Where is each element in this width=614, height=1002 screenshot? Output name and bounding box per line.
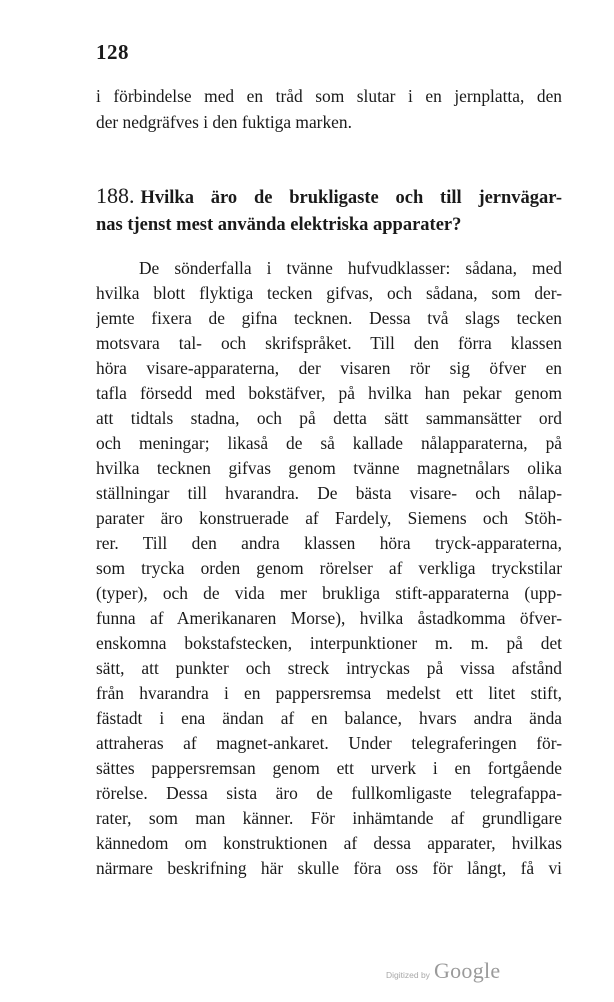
body-line: De sönderfalla i tvänne hufvudklasser: sådana, med xyxy=(139,258,562,278)
section-heading-line: nas tjenst mest använda elektriska apparater? xyxy=(96,215,462,235)
body-line: rater, som man känner. För inhämtande af grundligare xyxy=(96,808,562,828)
body-line: (typer), och de vida mer brukliga stift-apparaterna (upp- xyxy=(96,583,562,603)
digitized-watermark xyxy=(386,958,501,984)
body-line: närmare beskrifning här skulle föra oss för långt, få vi xyxy=(96,858,562,878)
body-line: parater äro konstruerade af Fardely, Siemens och Stöh- xyxy=(96,508,562,528)
body-line: jemte fixera de gifna tecknen. Dessa två slags tecken xyxy=(96,308,562,328)
page-number: 128 xyxy=(96,40,129,64)
body-line: funna af Amerikanaren Morse), hvilka åstadkomma öfver- xyxy=(96,608,562,628)
body-line: kännedom om konstruktionen af dessa apparater, hvilkas xyxy=(96,833,562,853)
body-line: sättes pappersremsan genom ett urverk i en fortgående xyxy=(96,758,562,778)
body-line: attraheras af magnet-ankaret. Under telegraferingen för- xyxy=(96,733,562,753)
section-heading-text: Hvilka äro de brukligaste och till jernvägar- xyxy=(140,188,562,208)
body-line: från hvarandra i en pappersremsa medelst ett litet stift, xyxy=(96,683,562,703)
body-line: sätt, att punkter och streck intryckas på vissa afstånd xyxy=(96,658,562,678)
body-line: och meningar; likaså de så kallade nålapparaterna, på xyxy=(96,433,562,453)
body-line: att tidtals stadna, och på detta sätt sammansätter ord xyxy=(96,408,562,428)
body-line: fästadt i ena ändan af en balance, hvars andra ända xyxy=(96,708,562,728)
body-line: tafla försedd med bokstäfver, på hvilka han pekar genom xyxy=(96,383,562,403)
body-line: hvilka tecknen gifvas genom tvänne magnetnålars olika xyxy=(96,458,562,478)
watermark-prefix: Digitized by xyxy=(386,970,430,980)
body-line: rer. Till den andra klassen höra tryck-apparaterna, xyxy=(96,533,562,553)
section-heading-line xyxy=(96,184,562,208)
google-logo: Google xyxy=(433,958,501,983)
body-line: hvilka blott flyktiga tecken gifvas, och sådana, som der- xyxy=(96,283,562,303)
continuation-line: der nedgräfves i den fuktiga marken. xyxy=(96,112,352,132)
continuation-line: i förbindelse med en tråd som slutar i en jernplatta, den xyxy=(96,86,562,106)
body-line: höra visare-apparaterna, der visaren rör sig öfver en xyxy=(96,358,562,378)
body-line: enskomna bokstafstecken, interpunktioner m. m. på det xyxy=(96,633,562,653)
body-line: rörelse. Dessa sista äro de fullkomligaste telegrafappa- xyxy=(96,783,562,803)
body-line: ställningar till hvarandra. De bästa visare- och nålap- xyxy=(96,483,562,503)
body-line: som trycka orden genom rörelser af verkliga tryckstilar xyxy=(96,558,562,578)
section-number: 188. xyxy=(96,184,135,208)
body-line: motsvara tal- och skrifspråket. Till den förra klassen xyxy=(96,333,562,353)
